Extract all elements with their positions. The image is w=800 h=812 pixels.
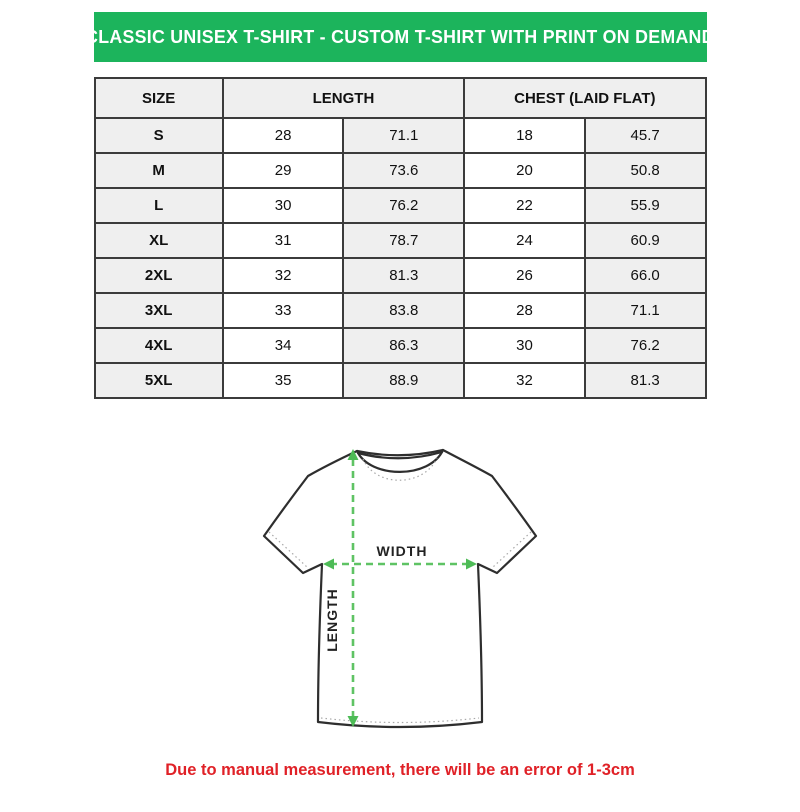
length-in: 35 xyxy=(223,363,344,398)
width-label: WIDTH xyxy=(376,543,428,559)
chest-in: 22 xyxy=(464,188,585,223)
table-row xyxy=(95,223,706,258)
length-in: 33 xyxy=(223,293,344,328)
page-title: CLASSIC UNISEX T-SHIRT - CUSTOM T-SHIRT WITH PRINT ON DEMAND xyxy=(85,26,715,47)
length-in: 28 xyxy=(223,118,344,153)
chest-cm: 66.0 xyxy=(585,258,706,293)
chest-cm: 81.3 xyxy=(585,363,706,398)
table-row xyxy=(95,153,706,188)
size-label: 3XL xyxy=(95,293,223,328)
chest-in: 32 xyxy=(464,363,585,398)
size-label: 4XL xyxy=(95,328,223,363)
length-in: 31 xyxy=(223,223,344,258)
col-header-chest: CHEST (LAID FLAT) xyxy=(464,78,705,118)
chest-cm: 60.9 xyxy=(585,223,706,258)
length-cm: 81.3 xyxy=(343,258,464,293)
table-row xyxy=(95,363,706,398)
size-label: XL xyxy=(95,223,223,258)
length-in: 30 xyxy=(223,188,344,223)
col-header-length: LENGTH xyxy=(223,78,464,118)
length-cm: 78.7 xyxy=(343,223,464,258)
length-cm: 86.3 xyxy=(343,328,464,363)
chest-cm: 50.8 xyxy=(585,153,706,188)
table-row xyxy=(95,258,706,293)
chest-in: 20 xyxy=(464,153,585,188)
length-in: 29 xyxy=(223,153,344,188)
chest-cm: 45.7 xyxy=(585,118,706,153)
chest-cm: 76.2 xyxy=(585,328,706,363)
size-label: 2XL xyxy=(95,258,223,293)
table-row xyxy=(95,188,706,223)
table-row xyxy=(95,118,706,153)
table-row xyxy=(95,328,706,363)
length-cm: 88.9 xyxy=(343,363,464,398)
length-cm: 83.8 xyxy=(343,293,464,328)
chest-cm: 55.9 xyxy=(585,188,706,223)
length-cm: 73.6 xyxy=(343,153,464,188)
chest-in: 30 xyxy=(464,328,585,363)
chest-in: 26 xyxy=(464,258,585,293)
size-label: L xyxy=(95,188,223,223)
chest-in: 28 xyxy=(464,293,585,328)
size-label: 5XL xyxy=(95,363,223,398)
page xyxy=(0,12,800,812)
chest-cm: 71.1 xyxy=(585,293,706,328)
col-header-size: SIZE xyxy=(95,78,223,118)
length-in: 32 xyxy=(223,258,344,293)
title-banner xyxy=(85,12,715,62)
chest-in: 18 xyxy=(464,118,585,153)
table-header-row xyxy=(95,78,706,118)
size-label: S xyxy=(95,118,223,153)
length-cm: 71.1 xyxy=(343,118,464,153)
chest-in: 24 xyxy=(464,223,585,258)
tshirt-measurement-diagram xyxy=(94,435,707,755)
tshirt-diagram-svg xyxy=(230,435,570,755)
size-label: M xyxy=(95,153,223,188)
length-label: LENGTH xyxy=(324,588,340,652)
length-cm: 76.2 xyxy=(343,188,464,223)
length-in: 34 xyxy=(223,328,344,363)
size-chart-table xyxy=(94,77,707,399)
tshirt-outline xyxy=(264,450,536,727)
measurement-error-note: Due to manual measurement, there will be an error of 1-3cm xyxy=(165,761,635,779)
table-row xyxy=(95,293,706,328)
